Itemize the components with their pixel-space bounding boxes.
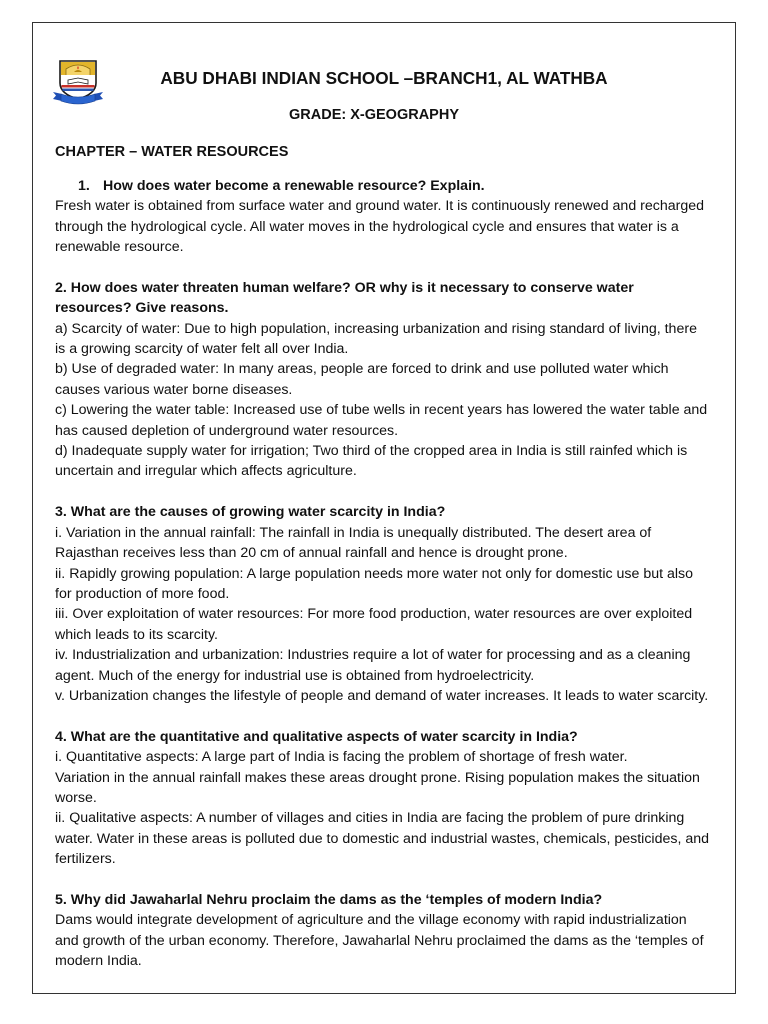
q2-answer-line: is a growing scarcity of water felt all over India. xyxy=(55,341,349,358)
q4-answer-line: ii. Qualitative aspects: A number of villages and cities in India are facing the problem of pure drinking xyxy=(55,810,685,827)
q3-question-line: 3. What are the causes of growing water scarcity in India? xyxy=(55,504,446,521)
q3-answer-line: Rajasthan receives less than 20 cm of annual rainfall and hence is drought prone. xyxy=(55,545,568,562)
question-4-block xyxy=(55,727,727,870)
q4-answer-line: Variation in the annual rainfall makes these areas drought prone. Rising population makes the situation xyxy=(55,769,700,786)
q3-answer-line: iii. Over exploitation of water resources: For more food production, water resources are over exploited xyxy=(55,606,693,623)
q4-answer-line: fertilizers. xyxy=(55,851,116,868)
q2-answer-line: c) Lowering the water table: Increased use of tube wells in recent years has lowered the water table and xyxy=(55,402,708,419)
q5-question-line: 5. Why did Jawaharlal Nehru proclaim the dams as the ‘temples of modern India? xyxy=(55,892,603,909)
q2-question-line: 2. How does water threaten human welfare? OR why is it necessary to conserve water xyxy=(55,279,634,296)
q5-answer-line: Dams would integrate development of agriculture and the village economy with rapid industrialization xyxy=(55,912,687,929)
q3-answer-line: iv. Industrialization and urbanization: Industries require a lot of water for processing and as a cleaning xyxy=(55,647,691,664)
q1-answer-line: through the hydrological cycle. All water moves in the hydrological cycle and ensures that water is a xyxy=(55,218,679,235)
q1-answer-line: Fresh water is obtained from surface water and ground water. It is continuously renewed and recharged xyxy=(55,198,705,215)
question-5-block xyxy=(55,890,727,972)
q4-question-line: 4. What are the quantitative and qualitative aspects of water scarcity in India? xyxy=(55,728,578,745)
q2-answer-line: d) Inadequate supply water for irrigation; Two third of the cropped area in India is still rainfed which is xyxy=(55,443,688,460)
q4-answer-line: water. Water in these areas is polluted due to domestic and industrial wastes, chemicals, pesticides, and xyxy=(55,830,710,847)
q3-answer-line: ii. Rapidly growing population: A large population needs more water not only for domestic use but also xyxy=(55,565,694,582)
school-name-heading: ABU DHABI INDIAN SCHOOL –BRANCH1, AL WATHBA xyxy=(160,68,608,88)
q5-answer-line: modern India. xyxy=(55,953,142,970)
q1-list-number: 1. xyxy=(78,177,90,194)
q2-answer-line: b) Use of degraded water: In many areas, people are forced to drink and use polluted water which xyxy=(55,361,669,378)
question-2-block xyxy=(55,278,727,482)
q1-question-text: How does water become a renewable resource? Explain. xyxy=(103,177,485,194)
q3-answer-line: agent. Much of the energy for industrial use is obtained from hydroelectricity. xyxy=(55,667,535,684)
questions-body xyxy=(55,176,727,972)
grade-heading: GRADE: X-GEOGRAPHY xyxy=(289,107,459,123)
q2-answer-line: a) Scarcity of water: Due to high population, increasing urbanization and rising standard of living, there xyxy=(55,320,697,337)
q4-answer-line: worse. xyxy=(55,789,97,806)
q3-answer-line: v. Urbanization changes the lifestyle of people and demand of water increases. It leads to water scarcity. xyxy=(55,687,709,704)
q2-answer-line: has caused depletion of underground water resources. xyxy=(55,422,399,439)
q1-question-line xyxy=(55,176,727,196)
q2-answer-line: causes various water borne diseases. xyxy=(55,381,293,398)
q4-answer-line: i. Quantitative aspects: A large part of India is facing the problem of shortage of fresh water. xyxy=(55,749,628,766)
q3-answer-line: which leads to its scarcity. xyxy=(55,626,218,643)
question-3-block xyxy=(55,502,727,706)
q3-answer-line: i. Variation in the annual rainfall: The rainfall in India is unequally distributed. The desert area of xyxy=(55,524,652,541)
q2-answer-line: uncertain and irregular which affects agriculture. xyxy=(55,463,357,480)
q5-answer-line: and growth of the urban economy. Therefore, Jawaharlal Nehru proclaimed the dams as the ‘temples of xyxy=(55,932,704,949)
q3-answer-line: for production of more food. xyxy=(55,585,230,602)
chapter-heading: CHAPTER – WATER RESOURCES xyxy=(55,144,289,160)
question-1-block xyxy=(55,176,727,258)
q2-question-line: resources? Give reasons. xyxy=(55,300,229,317)
q1-answer-line: renewable resource. xyxy=(55,239,184,256)
